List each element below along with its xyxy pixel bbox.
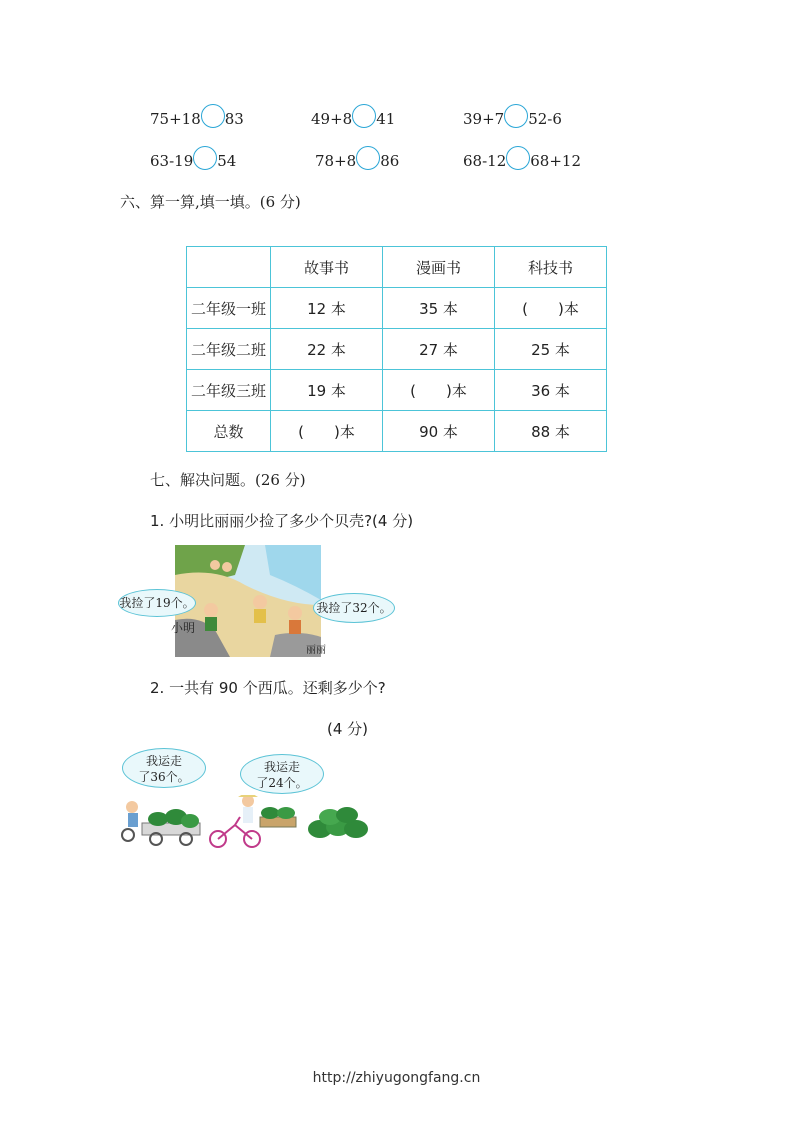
table-row: [187, 370, 607, 411]
table-header-cell: 故事书: [271, 247, 383, 288]
table-cell: 19 本: [271, 370, 383, 411]
watermelon-cart-illustration: [120, 795, 380, 855]
table-cell: 12 本: [271, 288, 383, 329]
question-1-text: 1. 小明比丽丽少捡了多少个贝壳?(4 分): [150, 512, 414, 530]
table-blank-cell[interactable]: ( )本: [271, 411, 383, 452]
section-6-title: 六、算一算,填一填。(6 分): [120, 193, 301, 211]
answer-circle[interactable]: [352, 104, 376, 128]
table-cell: 36 本: [495, 370, 607, 411]
expression-right: 83: [224, 110, 244, 128]
footer-url[interactable]: http://zhiyugongfang.cn: [312, 1070, 481, 1086]
beach-illustration: [175, 545, 321, 657]
expression-left: 68-12: [463, 152, 507, 170]
expression-left: 63-19: [150, 152, 194, 170]
question-2-text: 2. 一共有 90 个西瓜。还剩多少个?: [150, 679, 386, 697]
expression-left: 39+7: [463, 110, 505, 128]
table-row: [187, 411, 607, 452]
table-row-header: 二年级一班: [187, 288, 271, 329]
tricycle-icon: [122, 801, 200, 845]
speech-bubble-left: [122, 748, 206, 788]
table-row: [187, 329, 607, 370]
table-corner-cell: [187, 247, 271, 288]
expression-right: 54: [217, 152, 237, 170]
bubble-line: 了36个。: [138, 770, 190, 784]
books-table: [186, 246, 607, 452]
comparison-item: [463, 108, 562, 129]
comparison-item: [463, 150, 581, 171]
table-blank-cell[interactable]: ( )本: [383, 370, 495, 411]
table-header-cell: 漫画书: [383, 247, 495, 288]
expression-left: 75+18: [150, 110, 201, 128]
speech-bubble-right: 我捡了32个。: [313, 593, 395, 623]
expression-left: 49+8: [311, 110, 353, 128]
watermelon-pile-icon: [308, 807, 368, 838]
answer-circle[interactable]: [506, 146, 530, 170]
section-7-title: 七、解决问题。(26 分): [150, 471, 306, 489]
bubble-line: 了24个。: [256, 776, 308, 790]
table-row-header: 二年级二班: [187, 329, 271, 370]
speech-bubble-right: [240, 754, 324, 794]
expression-right: 41: [376, 110, 396, 128]
comparison-item: [150, 150, 236, 171]
table-header-cell: 科技书: [495, 247, 607, 288]
comparison-item: [315, 150, 399, 171]
expression-right: 86: [380, 152, 400, 170]
question-2-score: (4 分): [327, 720, 369, 738]
bubble-line: 我运走: [263, 760, 300, 774]
table-row-header: 总数: [187, 411, 271, 452]
answer-circle[interactable]: [201, 104, 225, 128]
table-cell: 88 本: [495, 411, 607, 452]
expression-left: 78+8: [315, 152, 357, 170]
comparison-item: [311, 108, 395, 129]
speech-bubble-left: 我捡了19个。: [118, 589, 196, 617]
table-blank-cell[interactable]: ( )本: [495, 288, 607, 329]
answer-circle[interactable]: [356, 146, 380, 170]
table-cell: 90 本: [383, 411, 495, 452]
bicycle-icon: [210, 795, 296, 847]
expression-right: 52-6: [528, 110, 562, 128]
answer-circle[interactable]: [193, 146, 217, 170]
table-cell: 25 本: [495, 329, 607, 370]
table-row-header: 二年级三班: [187, 370, 271, 411]
comparison-row-1: [0, 108, 793, 138]
name-label-right: 丽丽: [306, 645, 326, 656]
expression-right: 68+12: [530, 152, 581, 170]
table-cell: 22 本: [271, 329, 383, 370]
name-label-left: 小明: [171, 621, 196, 635]
table-header-row: [187, 247, 607, 288]
table-cell: 35 本: [383, 288, 495, 329]
table-row: [187, 288, 607, 329]
table-cell: 27 本: [383, 329, 495, 370]
answer-circle[interactable]: [504, 104, 528, 128]
comparison-item: [150, 108, 244, 129]
bubble-line: 我运走: [145, 754, 182, 768]
comparison-row-2: [0, 150, 793, 180]
